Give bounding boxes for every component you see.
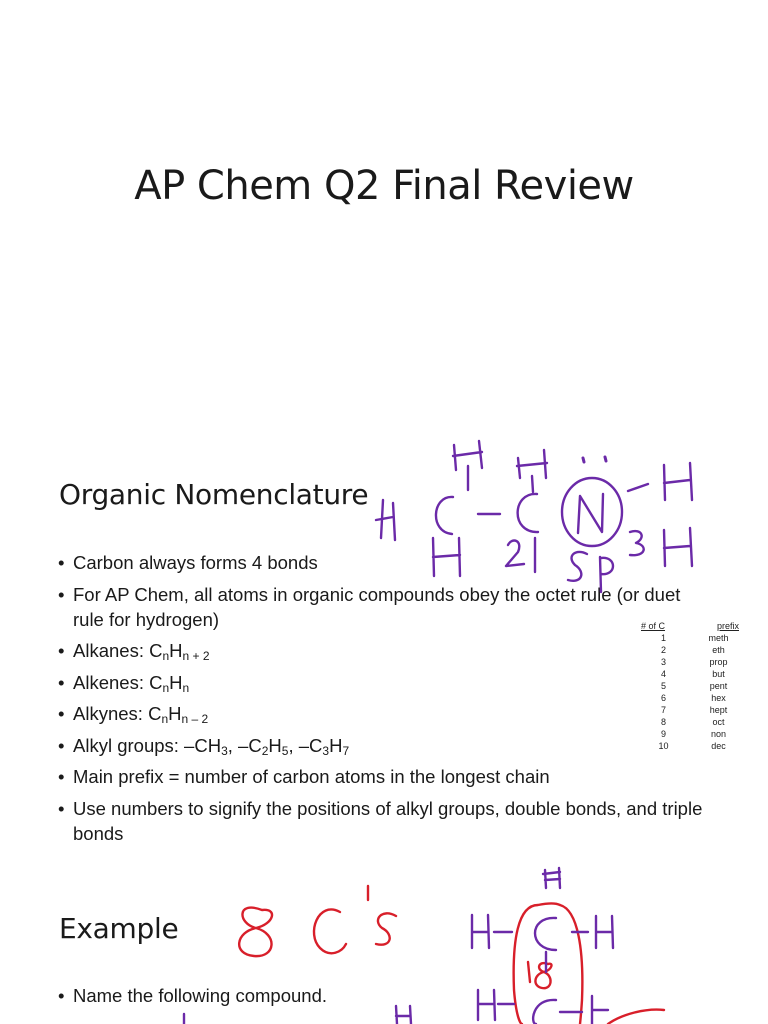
prefix-cell: hex — [711, 693, 726, 703]
formula-part: H — [168, 703, 182, 724]
table-row — [637, 644, 747, 656]
prefix-cell: hept — [709, 705, 728, 715]
table-row — [637, 704, 747, 716]
formula-subscript: n — [162, 680, 170, 695]
prefix-cell: meth — [708, 633, 729, 643]
formula-label: Alkanes: — [73, 640, 150, 661]
formula-subscript: n — [162, 649, 170, 663]
carbon-count-cell: 9 — [661, 729, 667, 739]
ink-stroke — [543, 868, 560, 888]
table-row — [637, 716, 747, 728]
ink-stroke — [472, 915, 512, 948]
bullet-item-alkynes — [58, 701, 708, 726]
table-row — [637, 692, 747, 704]
formula-part: H — [329, 734, 343, 756]
ink-stroke — [608, 1010, 664, 1024]
prefix-cell: oct — [712, 717, 725, 727]
table-row — [637, 632, 747, 644]
formula-part: H — [169, 671, 183, 693]
ink-stroke — [518, 494, 538, 532]
bullet-item-alkenes — [58, 670, 708, 695]
bullet-item-alkanes — [58, 638, 708, 663]
formula-part: H — [169, 640, 183, 661]
example-bullet-list — [58, 983, 708, 1008]
nomenclature-bullet-list — [58, 550, 708, 852]
formula-label: Alkenes: — [73, 671, 150, 693]
bullet-item — [58, 582, 708, 632]
section-heading-example: Example — [59, 912, 179, 945]
formula-part: C — [149, 640, 163, 661]
slide-title: AP Chem Q2 Final Review — [134, 163, 634, 209]
prefix-cell: pent — [709, 681, 728, 691]
bullet-item-alkyl-groups — [58, 733, 708, 758]
formula-subscript: n — [161, 712, 169, 726]
prefix-table-header-row — [637, 620, 747, 632]
ink-stroke — [583, 457, 606, 462]
formula-part: H — [268, 734, 282, 756]
prefix-table — [637, 620, 747, 752]
ink-stroke — [184, 1006, 411, 1024]
ink-stroke — [572, 916, 613, 948]
carbon-count-cell: 3 — [661, 657, 667, 667]
carbon-count-cell: 2 — [661, 645, 667, 655]
formula-part: , –C — [227, 734, 262, 756]
prefix-table-header: # of C — [641, 621, 666, 631]
section-heading-organic-nomenclature: Organic Nomenclature — [59, 478, 369, 511]
bullet-text: Name the following compound. — [73, 985, 328, 1006]
carbon-count-cell: 8 — [661, 717, 667, 727]
bullet-text: Use numbers to signify the positions of alkyl groups, double bonds, and triple bonds — [73, 797, 703, 844]
carbon-count-cell: 1 — [661, 633, 667, 643]
bullet-text: Main prefix = number of carbon atoms in the longest chain — [73, 766, 550, 787]
carbon-count-cell: 10 — [658, 741, 669, 751]
carbon-count-cell: 5 — [661, 681, 667, 691]
table-row — [637, 668, 747, 680]
table-row — [637, 740, 747, 752]
formula-part: –CH — [184, 734, 222, 756]
ink-stroke — [628, 463, 692, 500]
prefix-table-header: prefix — [716, 621, 739, 631]
formula-subscript: n + 2 — [182, 649, 210, 663]
formula-subscript: n — [182, 680, 190, 695]
ink-stroke — [535, 918, 556, 950]
bullet-item — [58, 764, 708, 789]
carbon-count-cell: 7 — [661, 705, 667, 715]
ink-stroke — [517, 450, 547, 492]
bullet-item — [58, 983, 708, 1008]
formula-part: C — [148, 703, 162, 724]
formula-label: Alkynes: — [73, 703, 149, 724]
prefix-cell: eth — [712, 645, 725, 655]
prefix-cell: prop — [709, 657, 728, 667]
ink-stroke — [436, 497, 453, 534]
formula-label: Alkyl groups: — [73, 734, 185, 756]
ink-stroke — [578, 494, 603, 533]
formula-subscript: 7 — [342, 743, 350, 758]
formula-subscript: n – 2 — [181, 712, 209, 726]
ink-stroke — [453, 441, 482, 490]
bullet-item — [58, 796, 708, 846]
formula-subscript: 5 — [281, 743, 289, 758]
table-row — [637, 656, 747, 668]
prefix-cell: but — [712, 669, 725, 679]
table-row — [637, 728, 747, 740]
ink-stroke — [239, 908, 272, 957]
formula-subscript: 2 — [261, 743, 269, 758]
table-row — [637, 680, 747, 692]
prefix-cell: dec — [711, 741, 726, 751]
formula-subscript: 3 — [221, 743, 228, 758]
formula-part: , –C — [288, 734, 323, 756]
bullet-text: For AP Chem, all atoms in organic compounds obey the octet rule (or duet rule for hydrogen) — [73, 583, 681, 630]
prefix-cell: non — [711, 729, 727, 739]
ink-stroke — [376, 500, 395, 540]
formula-part: C — [149, 671, 163, 693]
ink-stroke — [376, 913, 396, 944]
formula-subscript: 3 — [322, 743, 330, 758]
ink-circle — [562, 478, 622, 546]
carbon-count-cell: 6 — [661, 693, 667, 703]
carbon-count-cell: 4 — [661, 669, 667, 679]
bullet-item — [58, 550, 708, 575]
bullet-text: Carbon always forms 4 bonds — [73, 552, 318, 573]
ink-stroke — [314, 909, 346, 953]
